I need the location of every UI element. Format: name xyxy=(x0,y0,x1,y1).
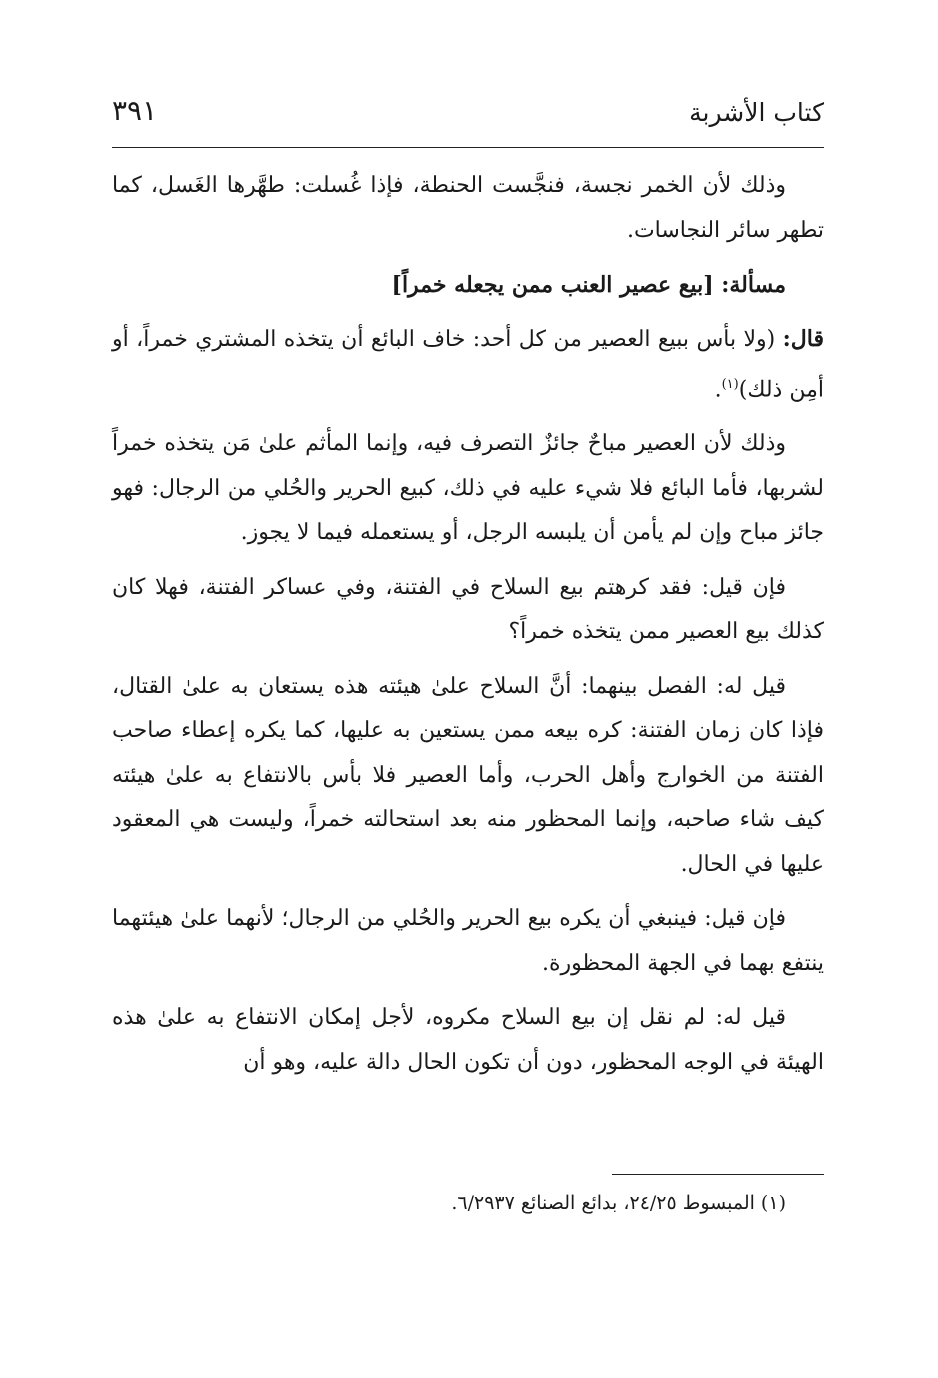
footnote: (١) المبسوط ٢٤/٢٥، بدائع الصنائع ٦/٢٩٣٧. xyxy=(451,1192,786,1214)
qala-lead: قال: xyxy=(782,326,824,352)
section-heading: مسألة: [بيع عصير العنب ممن يجعله خمراً] xyxy=(391,272,786,298)
paragraph-5: قيل له: الفصل بينهما: أنَّ السلاح علىٰ هيئته هذه يستعان به علىٰ القتال، فإذا كان زمان الفتنة: كره بيعه ممن يستعين به عليها، كما يكره إعطاء صاحب الفتنة من الخوارج وأهل الحرب، وأما العصير فلا بأس بالانتفاع به علىٰ هيئته كيف شاء صاحبه، وإنما المحظور منه بعد استحالته خمراً، وليست هي المعقود عليها في الحال. xyxy=(112,673,824,877)
paragraph-6: فإن قيل: فينبغي أن يكره بيع الحرير والحُلي من الرجال؛ لأنهما علىٰ هيئتهما ينتفع بهما في الجهة المحظورة. xyxy=(112,906,824,976)
body-text xyxy=(112,164,824,1095)
running-title: كتاب الأشربة xyxy=(689,98,824,127)
page-number: ٣٩١ xyxy=(112,94,158,127)
paragraph-3: وذلك لأن العصير مباحٌ جائزٌ التصرف فيه، وإنما المأثم علىٰ مَن يتخذه خمراً لشربها، فأما البائع فلا شيء عليه في ذلك، كبيع الحرير والحُلي من الرجال: فهو جائز مباح وإن لم يأمن أن يلبسه الرجل، أو يستعمله فيما لا يجوز. xyxy=(112,431,824,546)
paragraph-4: فإن قيل: فقد كرهتم بيع السلاح في الفتنة، وفي عساكر الفتنة، فهلا كان كذلك بيع العصير ممن يتخذه خمراً؟ xyxy=(112,574,824,645)
header-rule xyxy=(112,147,824,148)
paragraph-1: وذلك لأن الخمر نجسة، فنجَّست الحنطة، فإذا غُسلت: طهَّرها الغَسل، كما تطهر سائر النجاسات. xyxy=(112,173,824,243)
paragraph-7: قيل له: لم نقل إن بيع السلاح مكروه، لأجل إمكان الانتفاع به علىٰ هذه الهيئة في الوجه المحظور، دون أن تكون الحال دالة عليه، وهو أن xyxy=(112,1005,824,1075)
page-header xyxy=(112,92,824,144)
footnote-reference: (١) xyxy=(721,376,739,392)
paragraph-2 xyxy=(112,317,824,412)
footnote-rule xyxy=(612,1174,824,1175)
paragraph-2-text: (ولا بأس ببيع العصير من كل أحد: خاف البائع أن يتخذه المشتري خمراً، أو أمِن ذلك) xyxy=(112,327,824,402)
paragraph-2-end: . xyxy=(714,376,722,402)
